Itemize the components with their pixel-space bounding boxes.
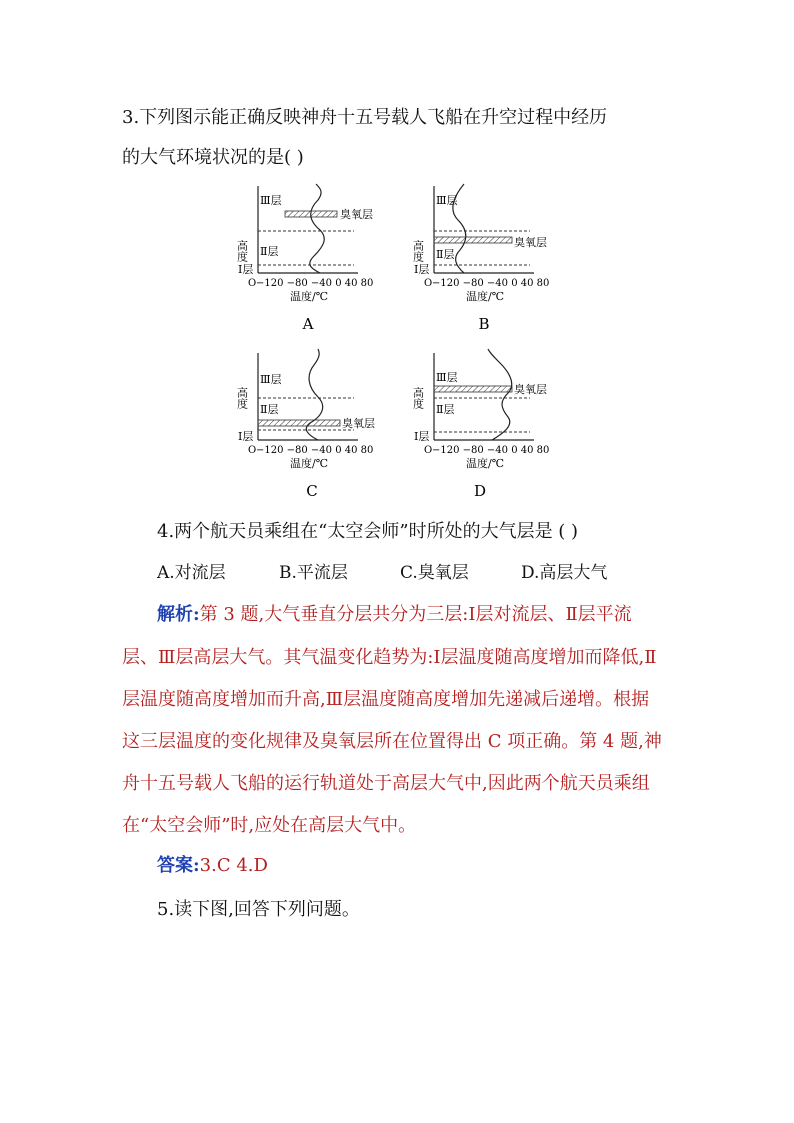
- y-axis-label: 高度: [235, 387, 249, 409]
- y-axis-label: 高度: [411, 387, 425, 409]
- panel-label-b: B: [478, 315, 490, 330]
- diagram-panel-c: [228, 347, 388, 502]
- analysis-line-2: 层、Ⅲ层高层大气。其气温变化趋势为:Ⅰ层温度随高度增加而降低,Ⅱ: [122, 647, 657, 668]
- x-axis-label: 温度/℃: [466, 290, 505, 303]
- diagram-panel-b: [404, 180, 564, 330]
- x-axis-label: 温度/℃: [466, 457, 505, 470]
- x-axis-label: 温度/℃: [290, 457, 329, 470]
- x-axis-label: 温度/℃: [290, 290, 329, 303]
- layer-2-label: Ⅱ层: [260, 403, 279, 416]
- x-tick-labels: −120 −80 −40 0 40 80: [256, 278, 374, 289]
- answer-line: [157, 854, 268, 878]
- panel-label-d: D: [473, 482, 487, 500]
- q4-option-d: D.高层大气: [521, 563, 608, 583]
- layer-2-label: Ⅱ层: [436, 248, 455, 261]
- ozone-label: 臭氧层: [342, 417, 375, 430]
- q3-line-1: 3.下列图示能正确反映神舟十五号载人飞船在升空过程中经历: [122, 107, 608, 128]
- y-axis-label: 高度: [235, 240, 249, 262]
- analysis-line-4: 这三层温度的变化规律及臭氧层所在位置得出 C 项正确。第 4 题,神: [122, 731, 662, 752]
- x-tick-labels: −120 −80 −40 0 40 80: [432, 445, 550, 456]
- layer-2-label: Ⅱ层: [436, 403, 455, 416]
- ozone-label: 臭氧层: [514, 383, 547, 396]
- q4-option-b: B.平流层: [279, 563, 348, 583]
- y-axis-label: 高度: [411, 240, 425, 262]
- origin-label: O: [424, 445, 433, 456]
- ozone-label: 臭氧层: [340, 208, 373, 221]
- analysis-line-3: 层温度随高度增加而升高,Ⅲ层温度随高度增加先递减后递增。根据: [122, 689, 650, 710]
- analysis-line-1: 解析:第 3 题,大气垂直分层共分为三层:Ⅰ层对流层、Ⅱ层平流: [157, 604, 632, 625]
- x-tick-labels: −120 −80 −40 0 40 80: [256, 445, 374, 456]
- ozone-layer-band: [258, 420, 340, 426]
- origin-label: O: [424, 278, 433, 289]
- layer-3-label: Ⅲ层: [260, 194, 282, 207]
- q4-option-a: A.对流层: [157, 563, 226, 583]
- q4-stem: 4.两个航天员乘组在“太空会师”时所处的大气层是 ( ): [157, 521, 579, 542]
- origin-label: O: [248, 278, 257, 289]
- layer-1-label: Ⅰ层: [238, 263, 254, 276]
- panel-label-c: C: [306, 482, 318, 500]
- layer-2-label: Ⅱ层: [260, 245, 279, 258]
- ozone-layer-band: [434, 386, 512, 392]
- analysis-line-5: 舟十五号载人飞船的运行轨道处于高层大气中,因此两个航天员乘组: [122, 773, 650, 794]
- layer-1-label: Ⅰ层: [414, 430, 430, 443]
- layer-3-label: Ⅲ层: [436, 194, 458, 207]
- answer-label: 答案:: [157, 855, 200, 876]
- temperature-curve: [310, 184, 325, 273]
- q3-line-2: 的大气环境状况的是( ): [122, 147, 304, 168]
- layer-3-label: Ⅲ层: [260, 373, 282, 386]
- layer-3-label: Ⅲ层: [436, 371, 458, 384]
- diagram-panel-a: [228, 180, 388, 330]
- x-tick-labels: −120 −80 −40 0 40 80: [432, 278, 550, 289]
- answer-value: 3.C 4.D: [199, 855, 268, 876]
- temperature-curve: [488, 349, 512, 440]
- q4-option-c: C.臭氧层: [400, 563, 469, 583]
- analysis-line-6: 在“太空会师”时,应处在高层大气中。: [122, 815, 417, 836]
- analysis-label: 解析:: [157, 604, 200, 625]
- diagram-panel-d: [404, 347, 564, 502]
- ozone-layer-band: [434, 237, 512, 243]
- q5-stem: 5.读下图,回答下列问题。: [157, 899, 360, 920]
- panel-label-a: A: [302, 315, 314, 330]
- layer-1-label: Ⅰ层: [414, 263, 430, 276]
- layer-1-label: Ⅰ层: [238, 430, 254, 443]
- ozone-label: 臭氧层: [514, 236, 547, 249]
- origin-label: O: [248, 445, 257, 456]
